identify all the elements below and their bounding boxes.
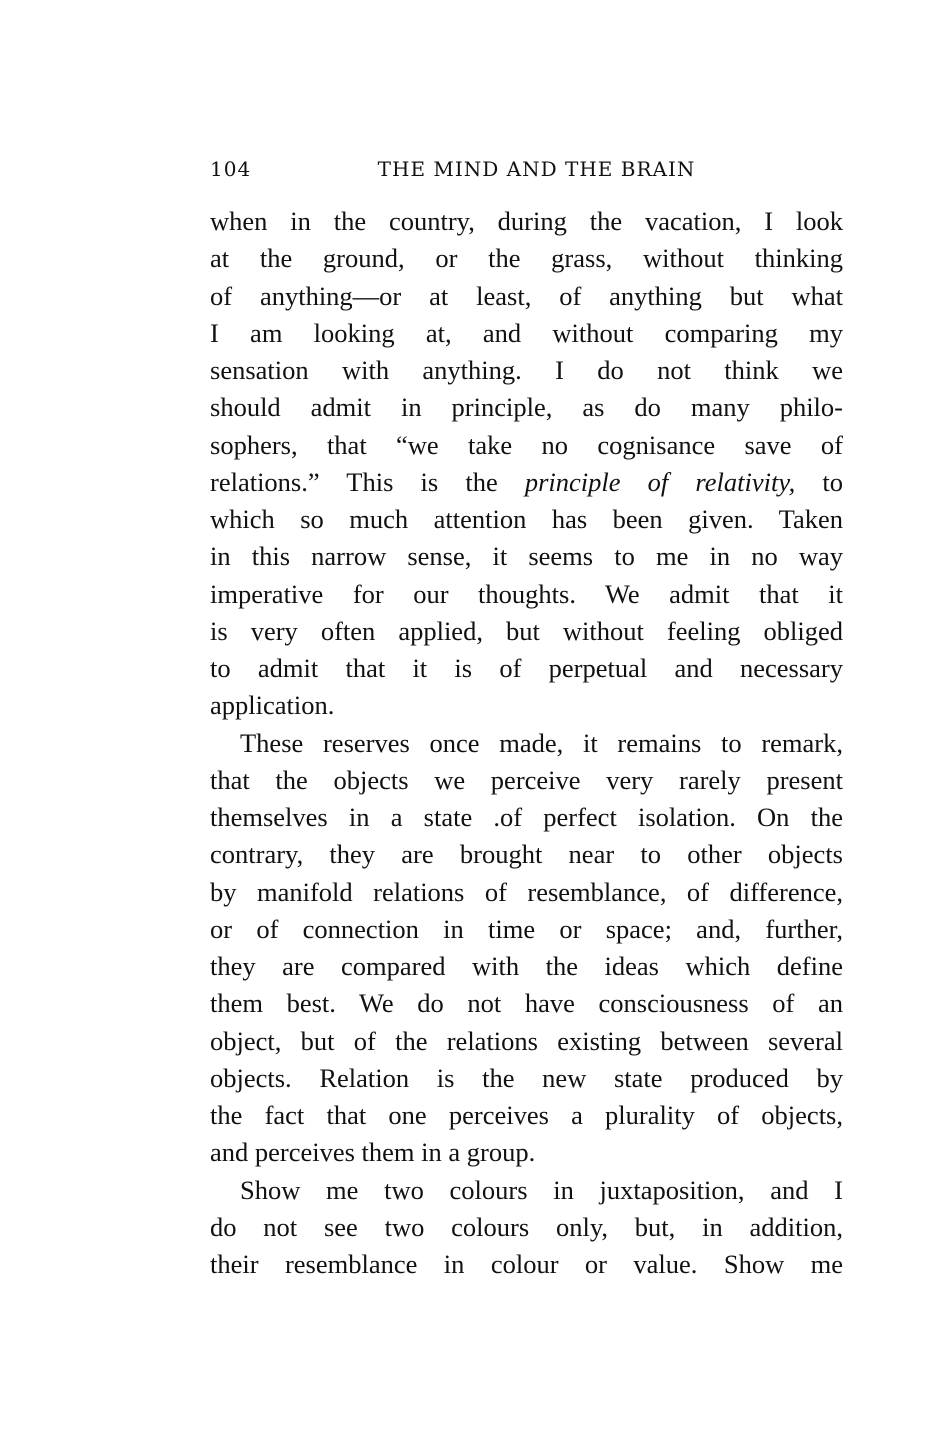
text-line: imperative for our thoughts. We admit that it (210, 578, 843, 609)
page-number: 104 (210, 157, 252, 181)
text-line: when in the country, during the vacation, I look (210, 206, 843, 236)
text-line: object, but of the relations existing between several (210, 1025, 843, 1056)
text-line: and perceives them in a group. (210, 1137, 536, 1168)
text-line: Show me two colours in juxtaposition, and I (240, 1174, 843, 1205)
text-line: in this narrow sense, it seems to me in no way (210, 541, 843, 572)
text-line: do not see two colours only, but, in addition, (210, 1211, 843, 1242)
paragraph-1 (210, 203, 843, 725)
text-line: sophers, that “we take no cognisance save of (210, 429, 843, 460)
text-line: their resemblance in colour or value. Show me (210, 1249, 843, 1279)
text-line: at the ground, or the grass, without thinking (210, 243, 843, 274)
text-line: that the objects we perceive very rarely present (210, 764, 843, 795)
text-line: of anything—or at least, of anything but what (210, 280, 843, 311)
text: relations.” This is the (210, 466, 498, 497)
text-line: contrary, they are brought near to other objects (210, 839, 843, 870)
running-header (210, 157, 843, 187)
italic-phrase: principle of relativity, (524, 466, 796, 497)
body-text (210, 203, 843, 1283)
text-line: to admit that it is of perpetual and necessary (210, 653, 843, 683)
text-line: the fact that one perceives a plurality of objects, (210, 1100, 843, 1130)
text-line: sensation with anything. I do not think we (210, 355, 843, 385)
text: to (822, 466, 844, 497)
text-line: These reserves once made, it remains to remark, (240, 727, 843, 758)
text-line: by manifold relations of resemblance, of difference, (210, 876, 843, 907)
text-line: application. (210, 690, 335, 721)
text-line: they are compared with the ideas which define (210, 951, 843, 981)
text-line: is very often applied, but without feeling obliged (210, 615, 843, 646)
text-line: objects. Relation is the new state produced by (210, 1062, 843, 1093)
text-line: which so much attention has been given. Taken (210, 504, 843, 534)
text-line: or of connection in time or space; and, further, (210, 913, 843, 944)
text-line: them best. We do not have consciousness of an (210, 988, 843, 1019)
paragraph-2 (210, 725, 843, 1172)
text-line-italic (210, 464, 843, 501)
text-line: themselves in a state .of perfect isolation. On the (210, 802, 843, 832)
text-line: I am looking at, and without comparing my (210, 317, 843, 348)
text-line: should admit in principle, as do many philo- (210, 392, 843, 423)
paragraph-3 (210, 1172, 843, 1284)
running-title: THE MIND AND THE BRAIN (377, 157, 696, 181)
